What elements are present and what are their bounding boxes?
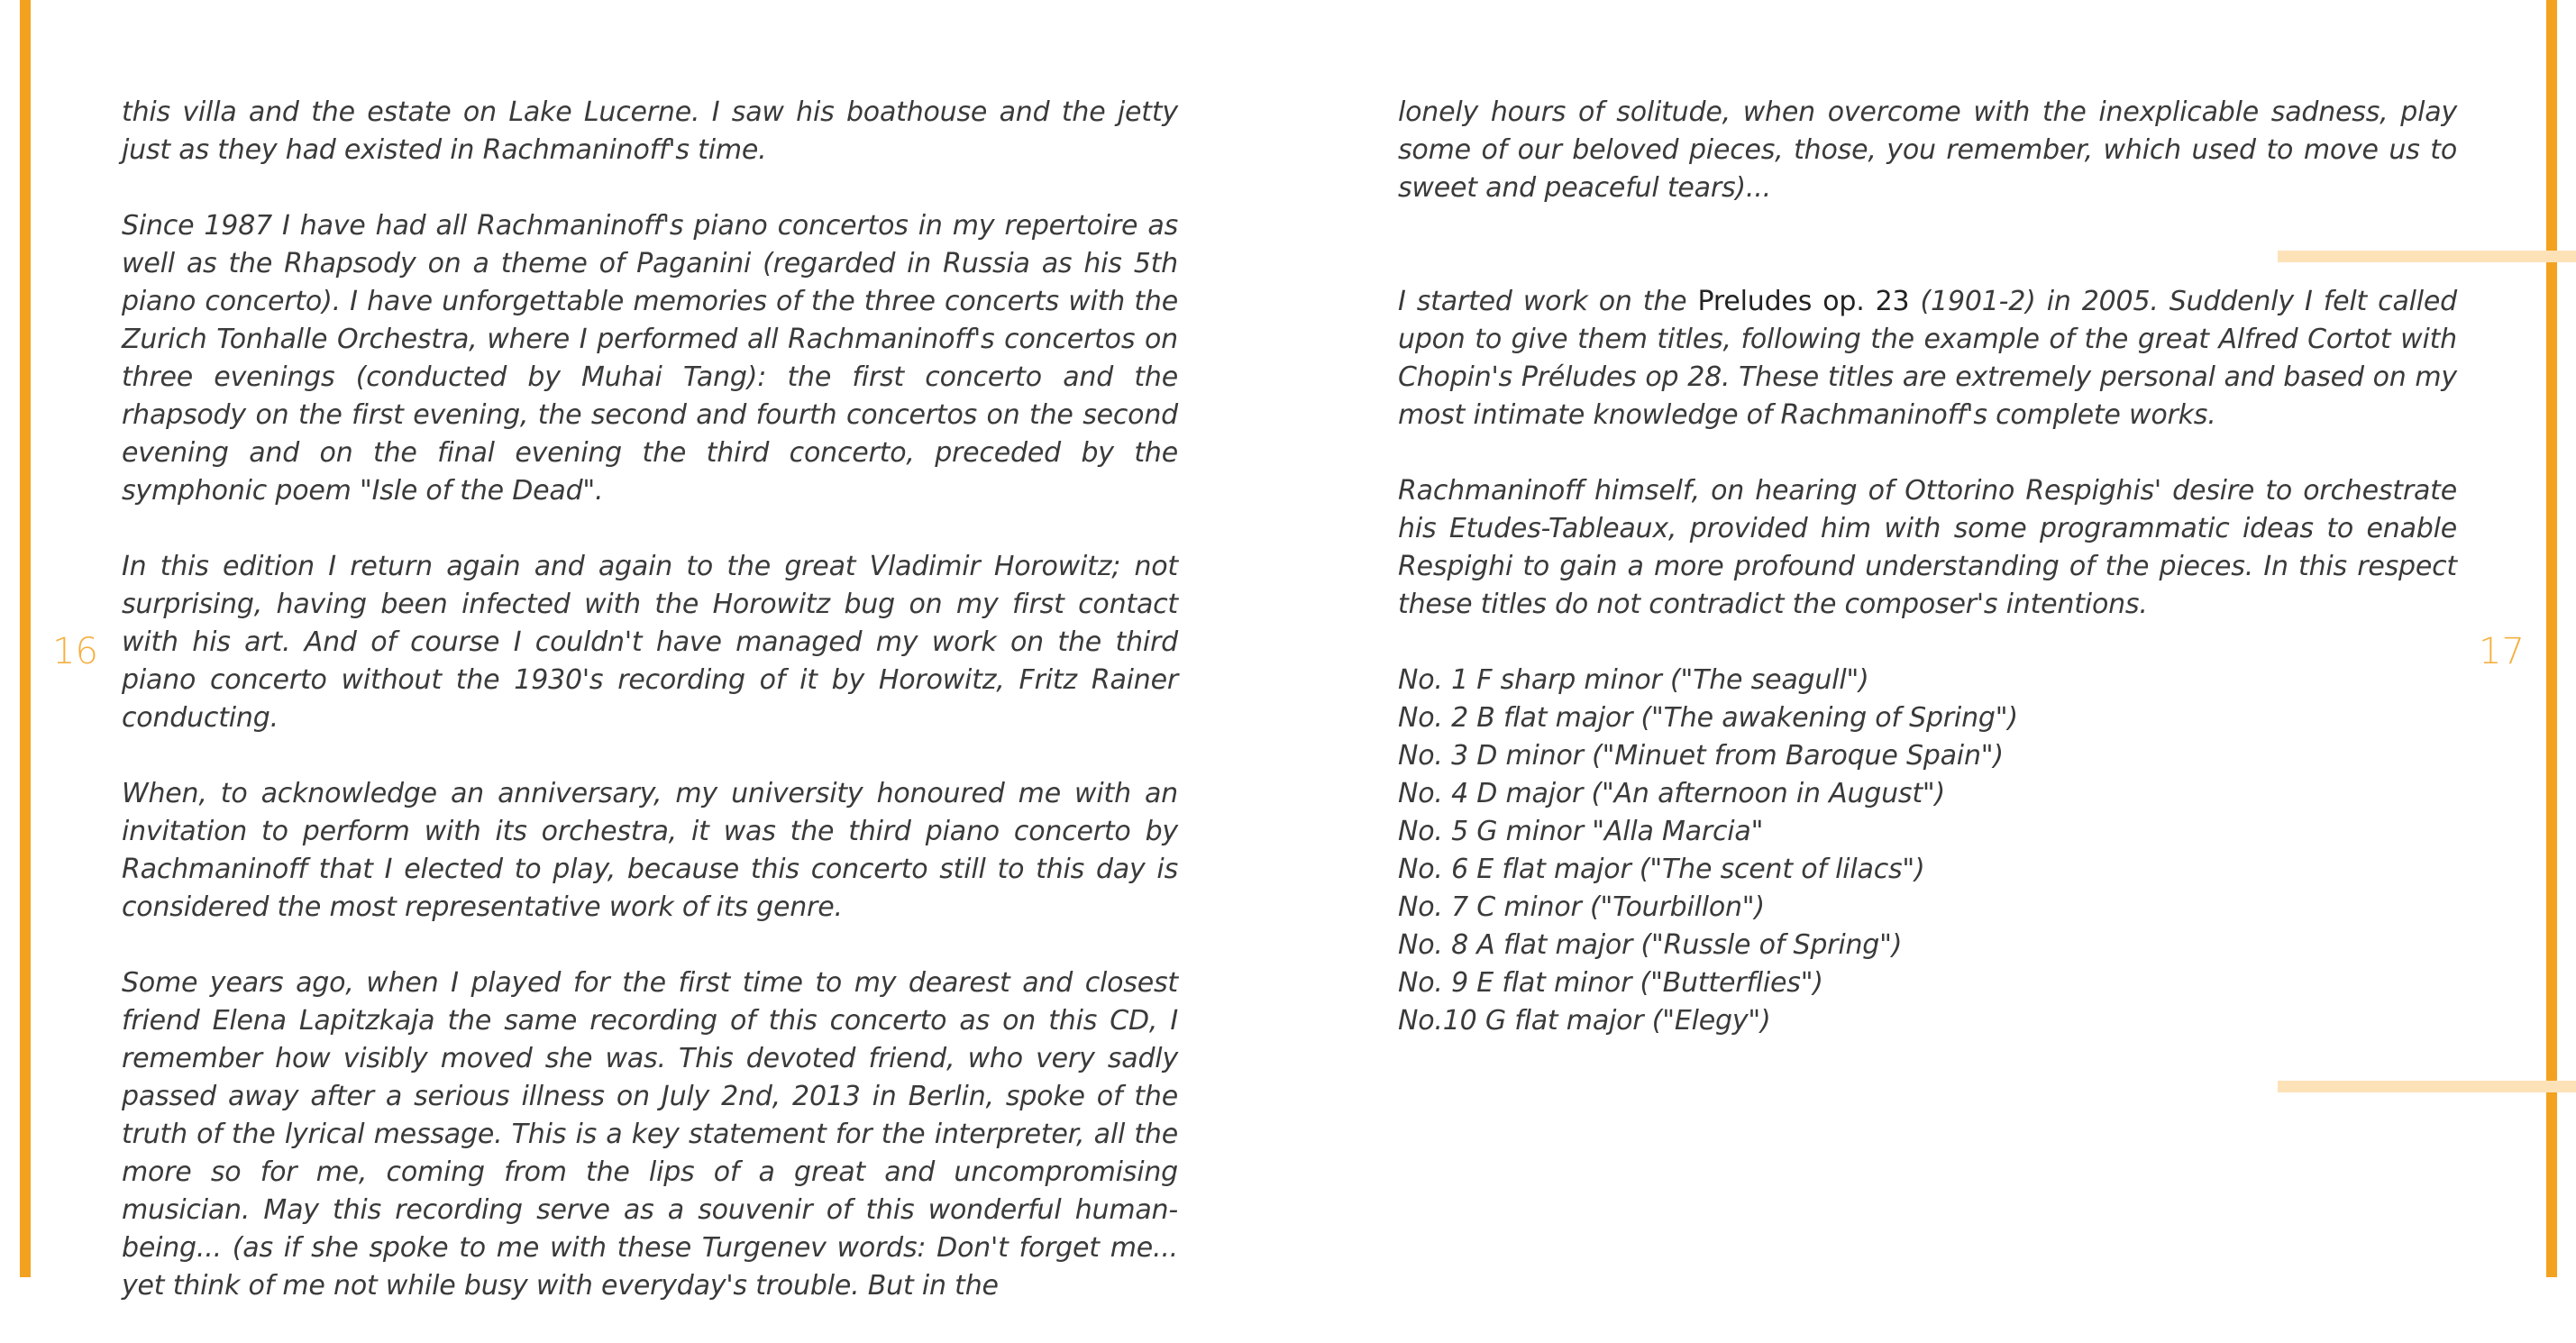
left-page-column <box>122 94 1178 1343</box>
prelude-item: No. 2 B flat major ("The awakening of Spring") <box>1398 702 2018 734</box>
prelude-item: No. 4 D major ("An afternoon in August") <box>1398 778 1946 809</box>
paragraph-villa: this villa and the estate on Lake Lucerne. I saw his boathouse and the jetty just as they had existed in Rachmaninoff's time. <box>122 96 1178 166</box>
paragraph-elena: Some years ago, when I played for the first time to my dearest and closest friend Elena Lapitzkaja the same recording of this concerto as on this CD, I remember how visibly moved she was. This devoted friend, who very sadly passed away after a serious illness on July 2nd, 2013 in Berlin, spoke of the truth of the lyrical message. This is a key statement for the interpreter, all the more so for me, coming from the lips of a great and uncompromising musician. May this recording serve as a souvenir of this wonderful human-being... (as if she spoke to me with these Turgenev words: Don't forget me... yet think of me not while busy with everyday's trouble. But in the <box>122 967 1178 1302</box>
page-number-right: 17 <box>2479 631 2525 672</box>
left-border-bar <box>20 0 31 1277</box>
prelude-item: No. 1 F sharp minor ("The seagull") <box>1398 664 1869 696</box>
preludes-list <box>1398 662 2457 1040</box>
preludes-intro-after: (1901-2) in 2005. Suddenly I felt called upon to give them titles, following the example of the great Alfred Cortot with Chopin's Préludes op 28. These titles are extremely personal and based on my most intimate knowledge of Rachmaninoff's complete works. <box>1398 286 2458 431</box>
prelude-item: No. 9 E flat minor ("Butterflies") <box>1398 967 1823 999</box>
page-number-left: 16 <box>52 631 98 672</box>
paragraph-horowitz: In this edition I return again and again to the great Vladimir Horowitz; not surprising, having been infected with the Horowitz bug on my first contact with his art. And of course I couldn't have managed my work on the third piano concerto without the 1930's recording of it by Horowitz, Fritz Rainer conducting. <box>122 551 1178 734</box>
decorative-stripe-bottom <box>2278 1081 2576 1092</box>
prelude-item: No.10 G flat major ("Elegy") <box>1398 1005 1771 1037</box>
paragraph-continuation: lonely hours of solitude, when overcome with the inexplicable sadness, play some of our beloved pieces, those, you remember, which used to move us to sweet and peaceful tears)... <box>1398 96 2457 204</box>
prelude-item: No. 3 D minor ("Minuet from Baroque Spain") <box>1398 740 2004 772</box>
prelude-item: No. 5 G minor "Alla Marcia" <box>1398 816 1764 847</box>
right-page-column <box>1398 94 2457 1040</box>
prelude-item: No. 7 C minor ("Tourbillon") <box>1398 891 1765 923</box>
prelude-item: No. 8 A flat major ("Russle of Spring") <box>1398 929 1903 961</box>
paragraph-preludes-intro <box>1398 283 2457 434</box>
preludes-title: Preludes op. 23 <box>1697 286 1910 317</box>
paragraph-respighi: Rachmaninoff himself, on hearing of Ottorino Respighis' desire to orchestrate his Etudes-Tableaux, provided him with some programmatic ideas to enable Respighi to gain a more profound understanding of the pieces. In this respect these titles do not contradict the composer's intentions. <box>1398 475 2457 620</box>
preludes-intro-before: I started work on the <box>1398 286 1698 317</box>
paragraph-anniversary: When, to acknowledge an anniversary, my university honoured me with an invitation to perform with its orchestra, it was the third piano concerto by Rachmaninoff that I elected to play, because this concerto still to this day is considered the most representative work of its genre. <box>122 778 1178 923</box>
paragraph-concertos: Since 1987 I have had all Rachmaninoff's piano concertos in my repertoire as well as the Rhapsody on a theme of Paganini (regarded in Russia as his 5th piano concerto). I have unforgettable memories of the three concerts with the Zurich Tonhalle Orchestra, where I performed all Rachmaninoff's concertos on three evenings (conducted by Muhai Tang): the first concerto and the rhapsody on the first evening, the second and fourth concertos on the second evening and on the final evening the third concerto, preceded by the symphonic poem "Isle of the Dead". <box>122 210 1178 507</box>
prelude-item: No. 6 E flat major ("The scent of lilacs") <box>1398 854 1925 885</box>
